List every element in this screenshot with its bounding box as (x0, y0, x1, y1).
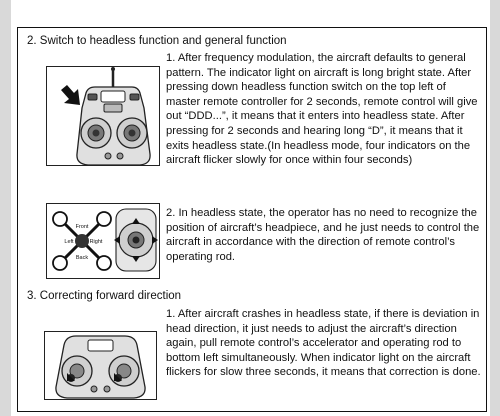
joystick-icon (114, 209, 158, 271)
label-front: Front (75, 224, 89, 230)
remote-controller-figure (46, 66, 160, 166)
correction-remote-figure (44, 331, 157, 400)
section-3-item-1: 1. After aircraft crashes in headless state, if there is deviation in head direction, it just needs to adjust the aircraft’s direction again, pull remote control’s accelerator and operating rod to bottom left simultaneously. When indicator light on the aircraft flickers for slow three seconds, it means that correction is done. (166, 308, 481, 379)
label-right: Right (89, 239, 103, 245)
manual-page (11, 0, 490, 416)
section-2-item-1: 1. After frequency modulation, the aircraft defaults to general pattern. The indicator light on aircraft is long bright state. After pressing down headless function switch on the top left of master remote controller for 2 seconds, remote control will give out “DDD...”, it means that it enters into headless state. After pressing for 2 seconds and hearing long “D”, it means that it exits headless state.(In headless mode, four indicators on the aircraft flicker slowly for once within four seconds) (166, 52, 478, 167)
headless-direction-figure (46, 203, 160, 279)
section-3-heading: 3. Correcting forward direction (27, 290, 182, 302)
label-left: Left (64, 239, 74, 245)
arrow-down-right-icon (59, 84, 83, 108)
section-2-heading: 2. Switch to headless function and general function (27, 35, 287, 47)
section-2-item-2: 2. In headless state, the operator has no need to recognize the position of aircraft’s headpiece, and he just needs to control the aircraft in accordance with the direction of remote control’s operating rod. (166, 207, 480, 263)
label-back: Back (75, 255, 89, 261)
